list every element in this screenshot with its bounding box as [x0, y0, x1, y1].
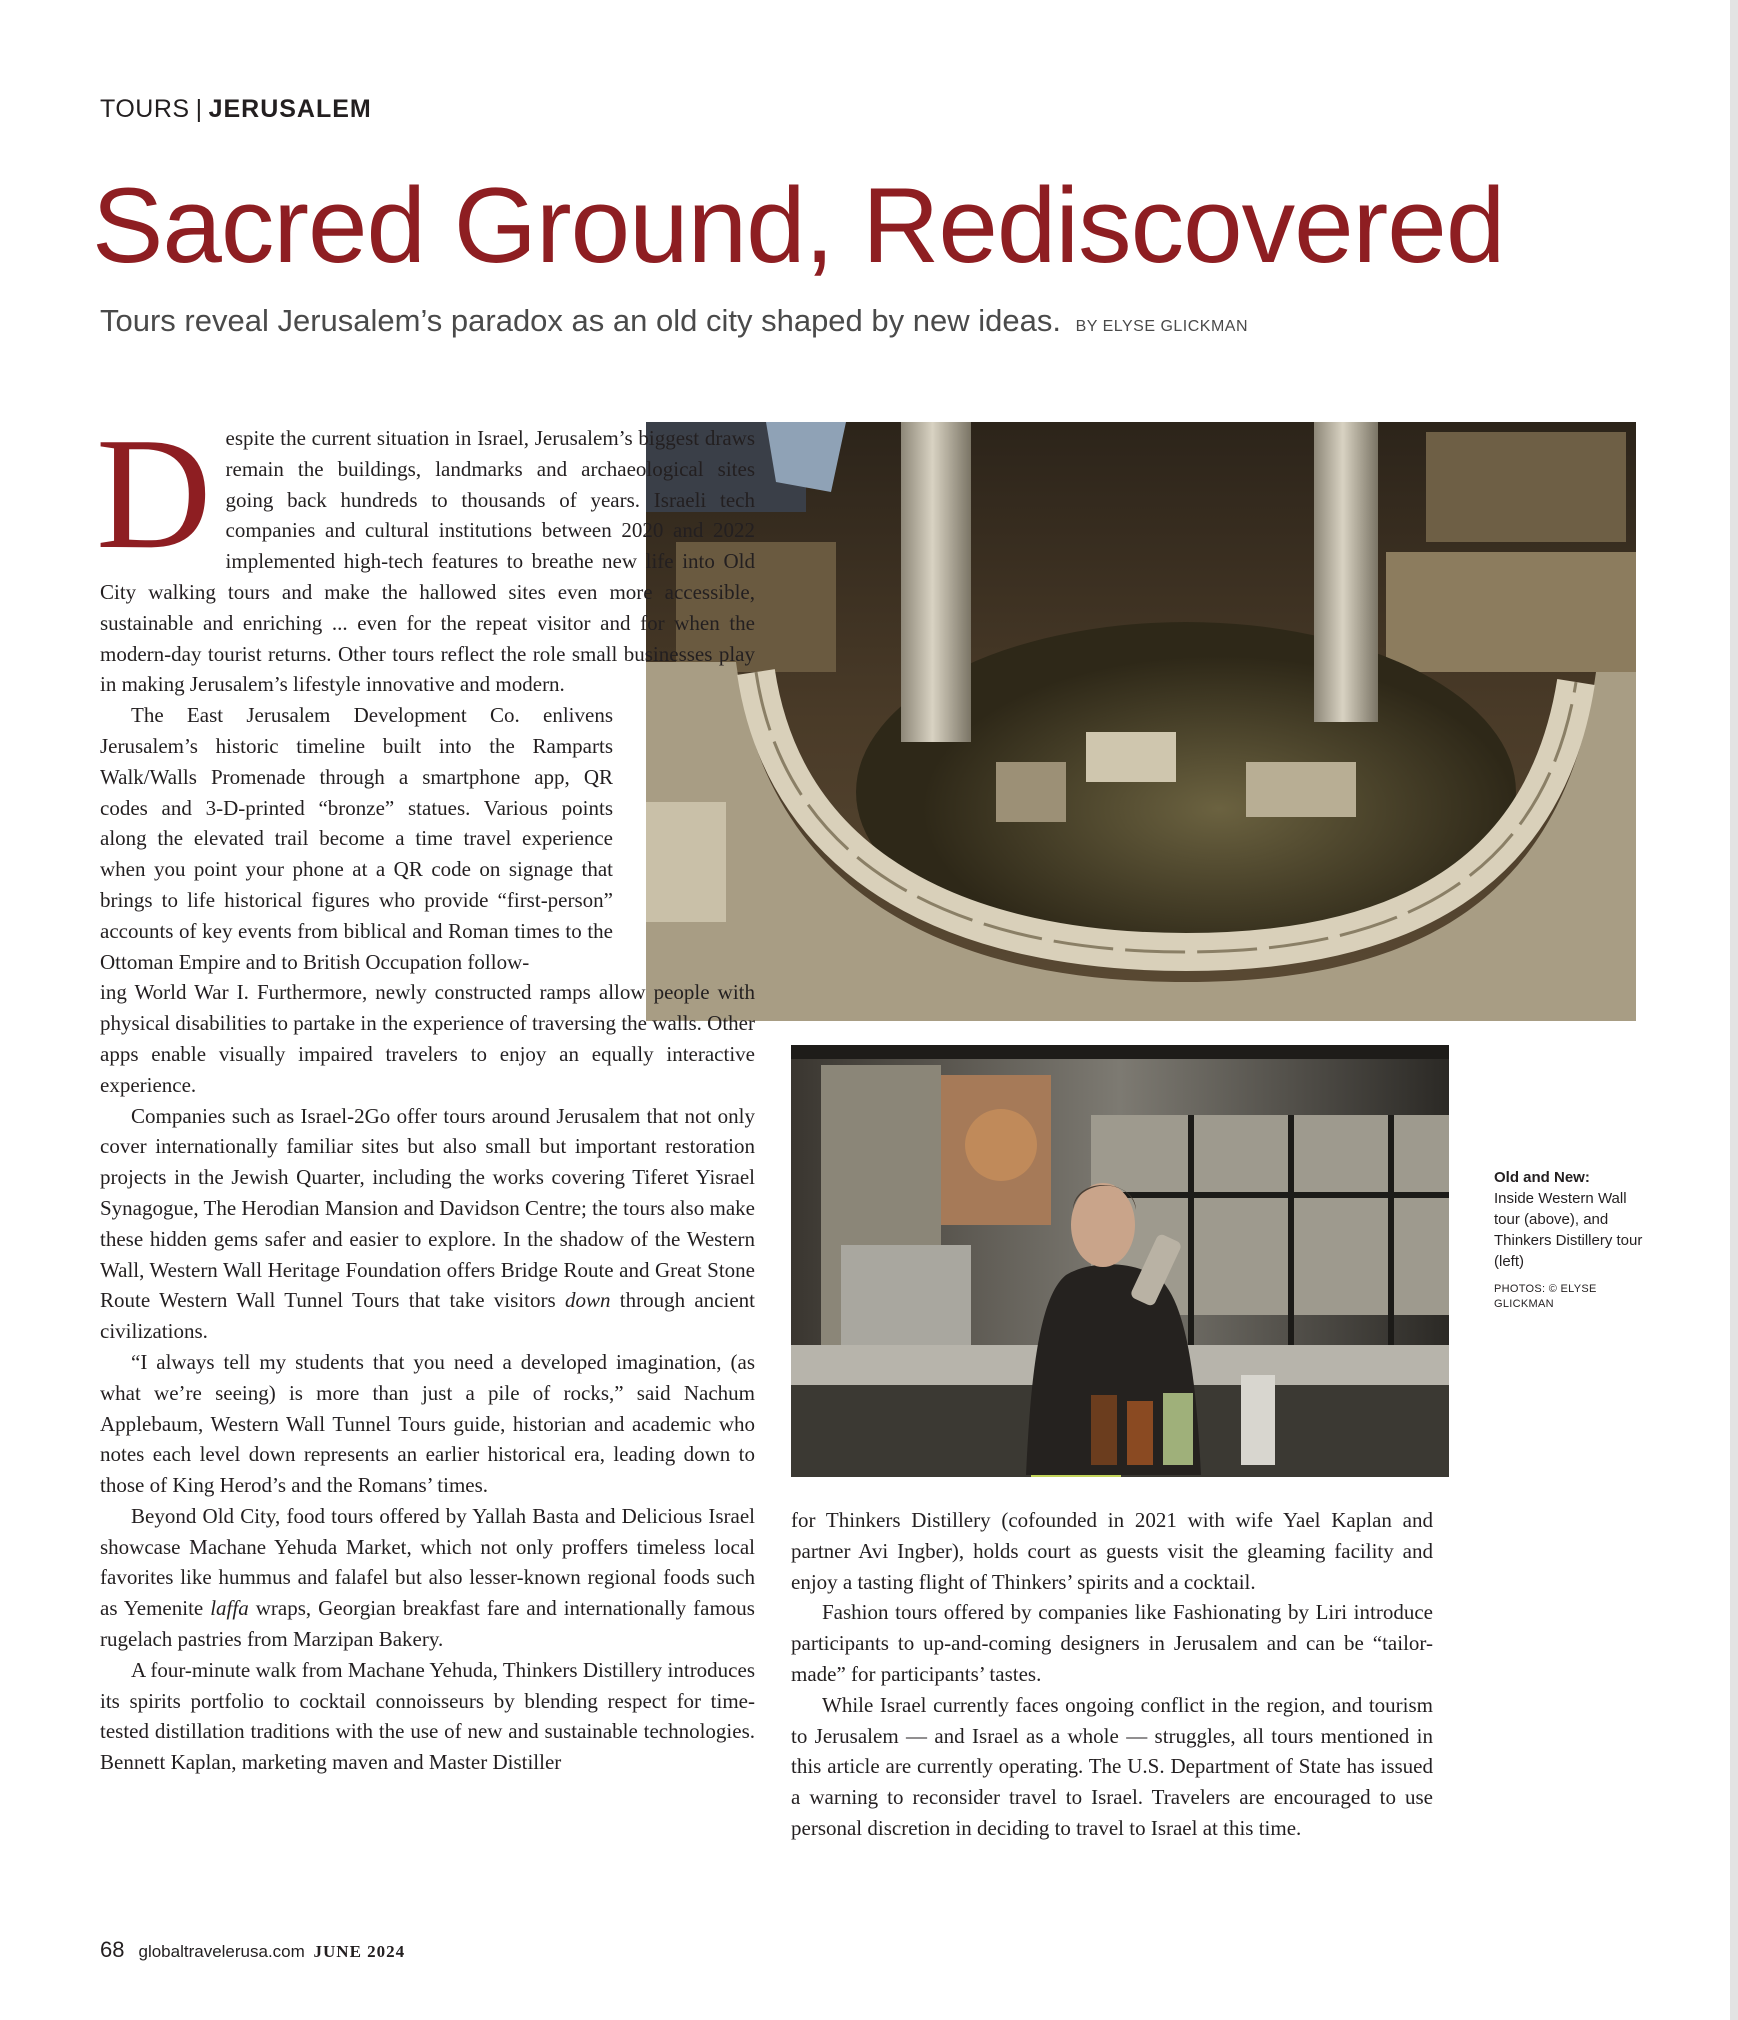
paragraph-6-continued: for Thinkers Distillery (cofounded in 2021 with wife Yael Kaplan and partner Avi Ingber), holds court as guests visit the gleaming facility and enjoy a tasting flight of Thinkers’ spirits and a cocktail. — [791, 1508, 1433, 1594]
paragraph-5 — [100, 1501, 755, 1655]
paragraph-2-continued: ing World War I. Furthermore, newly constructed ramps allow people with physical disabilities to partake in the experience of traversing the walls. Other apps enable visually impaired travelers to enjoy an equally interactive experience. — [100, 980, 755, 1097]
article-title: Sacred Ground, Rediscovered — [92, 165, 1505, 285]
article-column-2 — [791, 1505, 1433, 1844]
photo-credit: PHOTOS: © ELYSE GLICKMAN — [1494, 1283, 1597, 1310]
caption-title: Old and New: — [1494, 1169, 1590, 1186]
western-wall-tunnel-photo — [646, 422, 1636, 1021]
section-kicker — [100, 95, 372, 124]
paragraph-3-end: through ancient civilizations. — [100, 1288, 755, 1344]
place-label: JERUSALEM — [208, 95, 372, 123]
section-label: TOURS — [100, 95, 190, 123]
paragraph-5-emphasis: laffa — [210, 1596, 249, 1621]
paragraph-3-emphasis: down — [564, 1288, 611, 1313]
page-number: 68 — [100, 1937, 125, 1962]
paragraph-1-text: espite the current situation in Israel, Jerusalem’s biggest draws remain the buildings, landmarks and archaeological sites going back hundreds to thousands of years. Israeli tech companies and cultural institutions between 2020 and 2022 implemented high-tech features to breathe new life into Old City walking tours and make the hallowed sites even more accessible, sustainable and enriching ... even for the repeat visitor and for when the modern-day tourist returns. Other tours reflect the role small businesses play in making Jerusalem’s lifestyle innovative and modern. — [100, 426, 755, 697]
page-edge — [1730, 0, 1738, 2020]
caption-text: Inside Western Wall tour (above), and Thinkers Distillery tour (left) — [1494, 1190, 1643, 1270]
byline: BY ELYSE GLICKMAN — [1075, 318, 1249, 335]
paragraph-5-text: Beyond Old City, food tours offered by Yallah Basta and Delicious Israel showcase Machane Yehuda Market, which not only proffers timeless local favorites like hummus and falafel but also lesser-known regional foods such as Yemenite — [100, 1503, 755, 1621]
article-deck — [100, 303, 1248, 339]
deck-text: Tours reveal Jerusalem’s paradox as an old city shaped by new ideas. — [100, 303, 1061, 338]
website-url: globaltravelerusa.com — [138, 1942, 305, 1961]
paragraph-1 — [96, 404, 755, 700]
paragraph-5-end: wraps, Georgian breakfast fare and internationally famous rugelach pastries from Marzipan Bakery. — [100, 1596, 755, 1652]
paragraph-3 — [100, 1101, 755, 1347]
thinkers-distillery-photo — [791, 1045, 1449, 1477]
paragraph-6: A four-minute walk from Machane Yehuda, Thinkers Distillery introduces its spirits portfolio to cocktail connoisseurs by blending respect for time-tested distillation traditions with the use of new and sustainable technologies. Bennett Kaplan, marketing maven and Master Distiller — [100, 1657, 755, 1775]
paragraph-3-text: Companies such as Israel-2Go offer tours around Jerusalem that not only cover internationally familiar sites but also small but important restoration projects in the Jewish Quarter, including the works covering Tiferet Yisrael Synagogue, The Herodian Mansion and Davidson Centre; the tours also make these hidden gems safer and easier to explore. In the shadow of the Western Wall, Western Wall Heritage Foundation offers Bridge Route and Great Stone Route Western Wall Tunnel Tours that take visitors — [100, 1103, 755, 1313]
paragraph-2: The East Jerusalem Development Co. enlivens Jerusalem’s historic timeline built into the Ramparts Walk/Walls Promenade through a smartphone app, QR codes and 3-D-printed “bronze” statues. Various points along the elevated trail become a time travel experience when you point your phone at a QR code on signage that brings to life historical figures who provide “first-person” accounts of key events from biblical and Roman times to the Ottoman Empire and to British Occupation follow- — [100, 703, 613, 974]
paragraph-7: Fashion tours offered by companies like Fashionating by Liri introduce participants to up-and-coming designers in Jerusalem and can be “tailor-made” for participants’ tastes. — [791, 1600, 1433, 1686]
paragraph-4: “I always tell my students that you need a developed imagination, (as what we’re seeing) is more than just a pile of rocks,” said Nachum Applebaum, Western Wall Tunnel Tours guide, historian and academic who notes each level down represents an earlier historical era, leading down to those of King Herod’s and the Romans’ times. — [100, 1349, 755, 1498]
photo-caption — [1494, 1167, 1644, 1312]
paragraph-8: While Israel currently faces ongoing conflict in the region, and tourism to Jerusalem — and Israel as a whole — struggles, all tours mentioned in this article are currently operating. The U.S. Department of State has issued a warning to reconsider travel to Israel. Travelers are encouraged to use personal discretion in deciding to travel to Israel at this time. — [791, 1692, 1433, 1840]
issue-date: JUNE 2024 — [313, 1942, 406, 1961]
page-footer — [100, 1937, 405, 1963]
article-column-1 — [96, 404, 755, 1778]
drop-cap: D — [96, 404, 212, 582]
kicker-separator: | — [195, 95, 203, 123]
